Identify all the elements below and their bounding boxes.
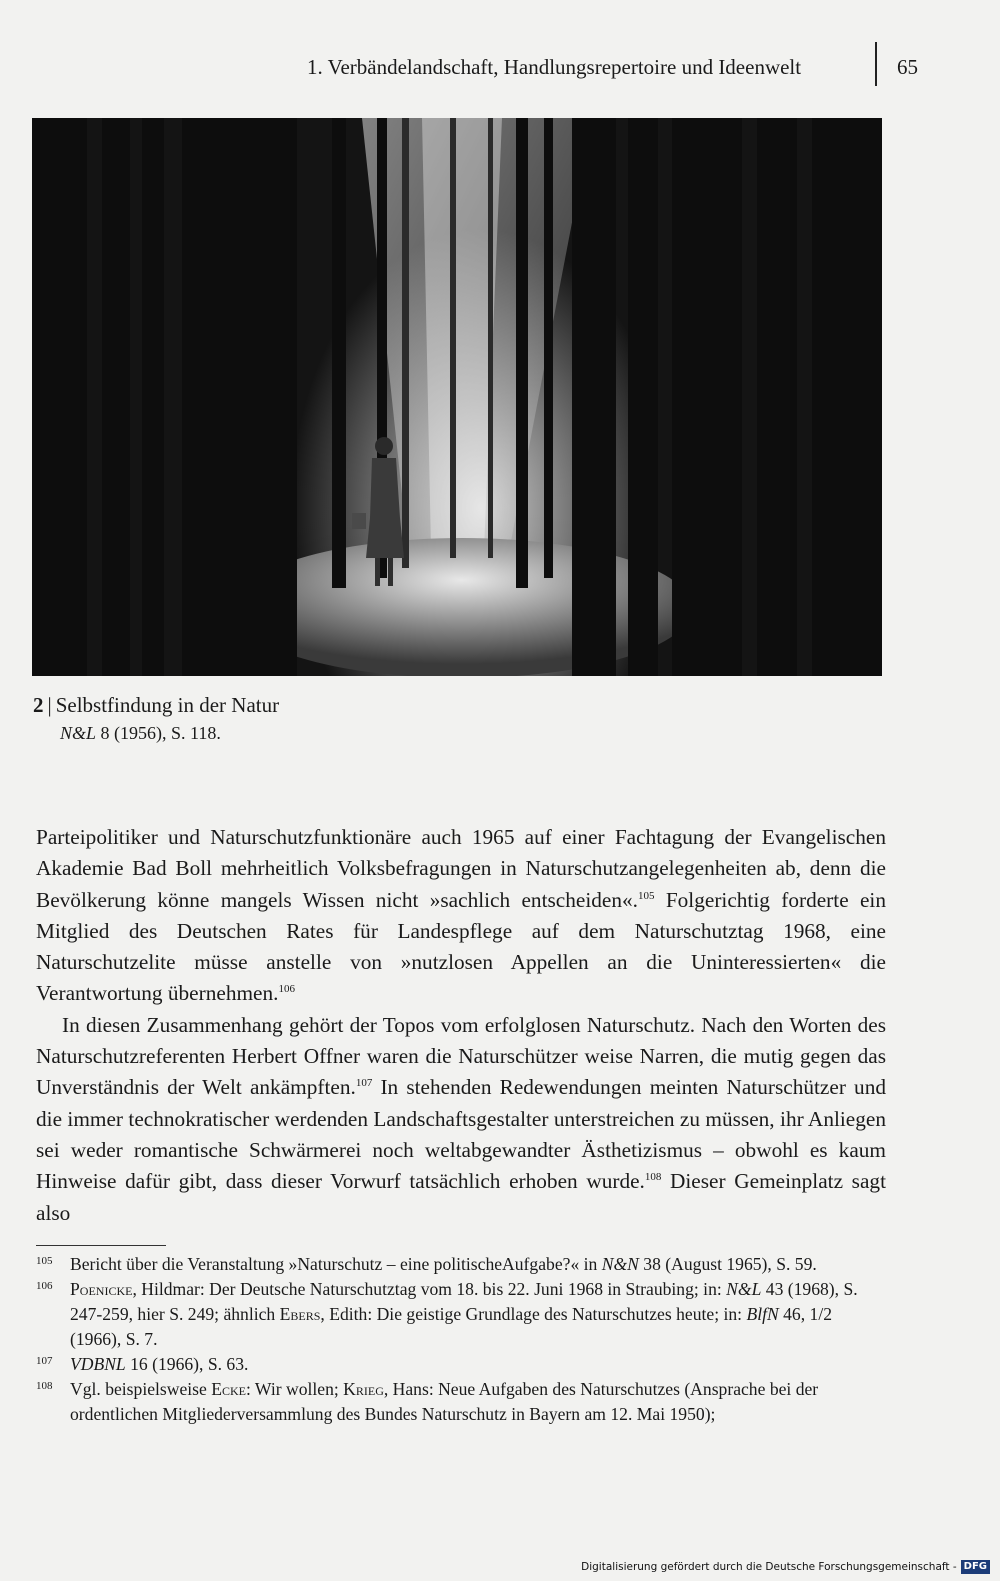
paragraph-text: Dieser Gemeinplatz sagt also — [36, 1169, 886, 1225]
paragraph-text: Parteipolitiker und Naturschutzfunktionäre auch 1965 auf einer Fachtagung der Evangelischen Akademie Bad Boll mehrheitlich Volksbefragungen in Naturschutzangelegenheiten ab, denn die Bevölkerung könne mangels Wissen nicht »sachlich entscheiden«. — [36, 825, 886, 912]
footnote-text: , Hans: Neue Aufgaben des Naturschutzes (Ansprache bei der ordentlichen Mitgliederversammlung des Bundes Naturschutz in Bayern am 12. Mai 1950); — [70, 1379, 819, 1424]
paragraph-text: In diesen Zusammenhang gehört der Topos vom erfolglosen Naturschutz. Nach den Worten des Naturschutzreferenten Herbert Offner waren die Naturschützer weise Narren, die mutig gegen das Unverständnis der Welt ankämpften. — [36, 1012, 886, 1100]
figure-source-rest: 8 (1956), S. 118. — [96, 723, 221, 743]
footnote-108 — [36, 1377, 886, 1427]
footnote-number: 105 — [36, 1255, 53, 1267]
footnote-number: 106 — [36, 1280, 53, 1292]
running-head — [300, 52, 920, 86]
footnote-number: 107 — [36, 1355, 53, 1367]
footnote-text: Vgl. beispielsweise — [70, 1379, 212, 1399]
footnote-journal: N&N — [601, 1254, 639, 1274]
footnotes — [36, 1252, 886, 1427]
footnote-divider — [36, 1245, 166, 1246]
footnote-journal: BlfN — [746, 1304, 779, 1324]
footnote-text: : Wir wollen; — [245, 1379, 344, 1399]
paragraph — [36, 1010, 886, 1229]
footnote-106 — [36, 1277, 886, 1352]
page-number: 65 — [897, 55, 918, 79]
footnote-text: 46, 1/2 (1966), S. 7. — [70, 1304, 833, 1349]
body-text — [36, 822, 886, 1229]
footnote-author: Poenicke — [70, 1279, 133, 1299]
footnote-author: Ecke — [211, 1379, 246, 1399]
dfg-logo: DFG — [961, 1560, 990, 1574]
figure-number: 2 — [33, 693, 44, 717]
footnote-text: 38 (August 1965), S. 59. — [638, 1254, 817, 1274]
figure-source — [60, 720, 221, 746]
running-head-divider — [875, 42, 877, 86]
digitization-banner-text: Digitalisierung gefördert durch die Deutsche Forschungsgemeinschaft - — [581, 1561, 957, 1573]
footnote-ref[interactable]: 108 — [644, 1171, 662, 1184]
paragraph-text: Folgerichtig forderte ein Mitglied des Deutschen Rates für Landespflege auf dem Naturschutztag 1968, eine Naturschutzelite müsse anstelle von »nutzlosen Appellen an die Uninteressierten« die Verantwortung übernehmen. — [36, 887, 886, 1006]
footnote-author: Ebers — [279, 1304, 321, 1324]
footnote-author: Krieg — [343, 1379, 384, 1399]
footnote-ref[interactable]: 106 — [278, 983, 295, 996]
footnote-journal: N&L — [726, 1279, 762, 1299]
footnote-105 — [36, 1252, 886, 1277]
footnote-107 — [36, 1352, 886, 1377]
figure-separator: | — [47, 693, 52, 717]
footnote-text: , Edith: Die geistige Grundlage des Naturschutzes heute; in: — [320, 1304, 747, 1324]
paragraph-text: In stehenden Redewendungen meinten Naturschützer und die immer technokratischer werdenden Landschaftsgestalter unterstreichen zu müssen, ihr Anliegen sei weder romantische Schwärmerei noch weltabgewandter Ästhetizismus – obwohl es kaum Hinweise dafür gibt, dass dieser Vorwurf tatsächlich erhoben wurde. — [36, 1075, 887, 1194]
footnote-number: 108 — [36, 1380, 53, 1392]
footnote-text: 16 (1966), S. 63. — [125, 1354, 249, 1374]
footnote-ref[interactable]: 107 — [355, 1077, 373, 1090]
footnote-text: 43 (1968), S. 247-259, hier S. 249; ähnlich — [70, 1279, 858, 1324]
figure-caption-text: Selbstfindung in der Natur — [55, 693, 280, 717]
footnote-ref[interactable]: 105 — [637, 889, 655, 902]
paragraph — [36, 822, 886, 1010]
digitization-banner — [581, 1559, 990, 1575]
running-head-title: 1. Verbändelandschaft, Handlungsrepertoire und Ideenwelt — [307, 55, 802, 79]
figure-source-journal: N&L — [60, 723, 97, 743]
footnote-text: Bericht über die Veranstaltung »Naturschutz – eine politischeAufgabe?« in — [70, 1254, 602, 1274]
footnote-text: , Hildmar: Der Deutsche Naturschutztag vom 18. bis 22. Juni 1968 in Straubing; in: — [132, 1279, 727, 1299]
figure-caption — [33, 690, 279, 720]
footnote-journal: VDBNL — [70, 1354, 126, 1374]
forest-photograph — [32, 118, 882, 676]
